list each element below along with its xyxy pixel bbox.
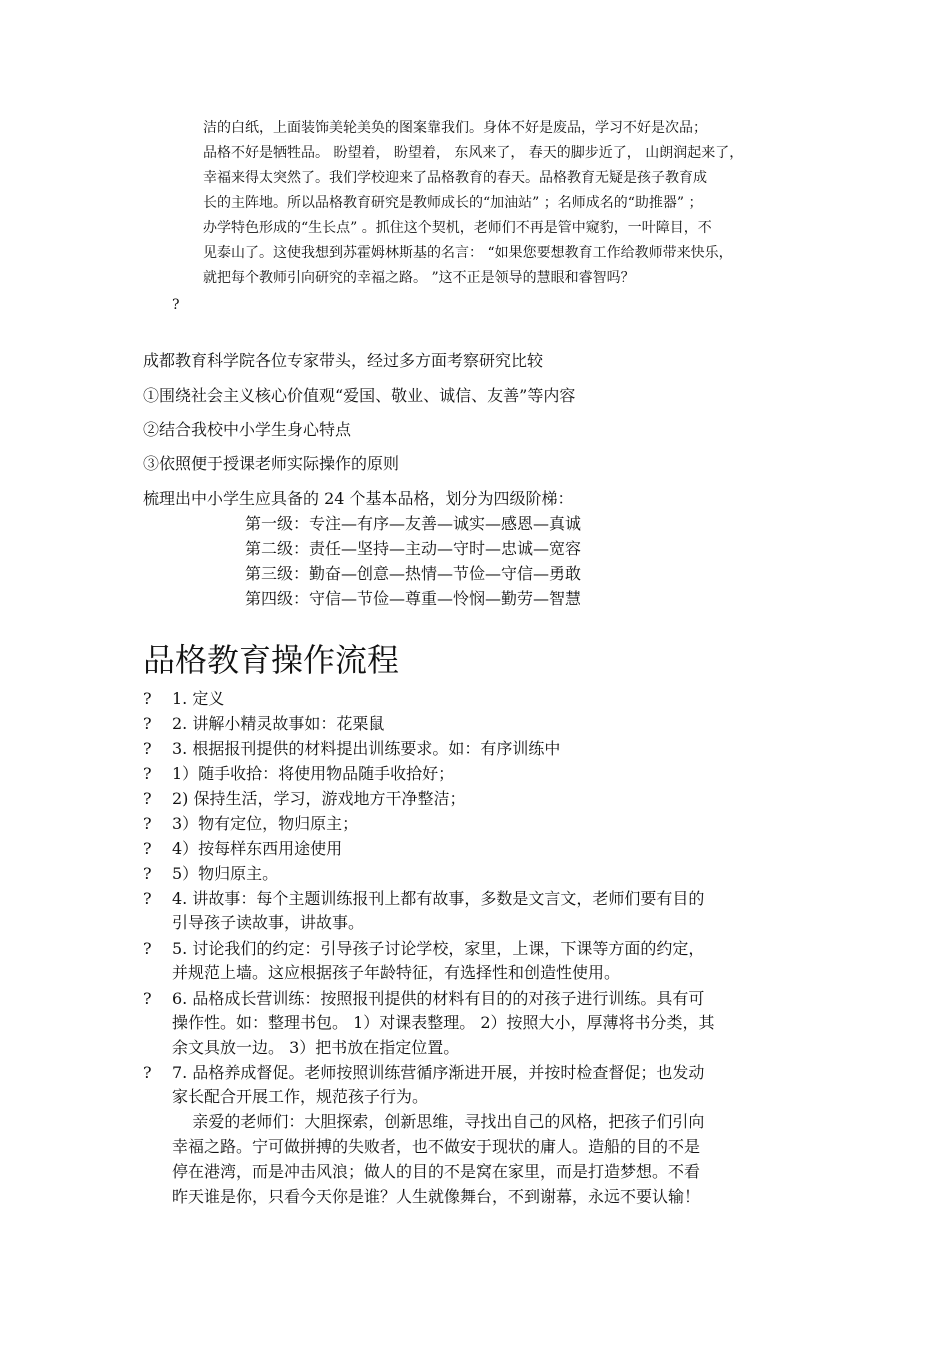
step-bullet: ? (143, 864, 152, 883)
step-continuation: 余文具放一边。 3）把书放在指定位置。 (172, 1038, 460, 1057)
closing-line: 昨天谁是你，只看今天你是谁？人生就像舞台，不到谢幕，永远不要认输！ (172, 1187, 701, 1206)
step-item: 1）随手收拾：将使用物品随手收拾好； (172, 764, 455, 783)
intro-bullet: ? (172, 297, 180, 313)
research-summary: 梳理出中小学生应具备的 24 个基本品格，划分为四级阶梯： (143, 489, 574, 508)
step-item: 3. 根据报刊提供的材料提出训练要求。如：有序训练中 (172, 739, 561, 758)
research-point: ①围绕社会主义核心价值观“爱国、敬业、诚信、友善”等内容 (143, 386, 576, 405)
step-bullet: ? (143, 889, 152, 908)
step-bullet: ? (143, 814, 152, 833)
level-line: 第二级：责任—坚持—主动—守时—忠诚—宽容 (245, 539, 582, 558)
research-point: ③依照便于授课老师实际操作的原则 (143, 454, 400, 473)
intro-line: 洁的白纸，上面装饰美轮美奂的图案靠我们。身体不好是废品，学习不好是次品； (203, 120, 707, 136)
intro-line: 长的主阵地。所以品格教育研究是教师成长的“加油站” ；名师成名的“助推器” ； (203, 195, 703, 211)
step-bullet: ? (143, 989, 152, 1008)
intro-line: 幸福来得太突然了。我们学校迎来了品格教育的春天。品格教育无疑是孩子教育成 (203, 170, 707, 186)
step-item: 6. 品格成长营训练：按照报刊提供的材料有目的的对孩子进行训练。具有可 (172, 989, 705, 1008)
section-title: 品格教育操作流程 (143, 641, 400, 679)
step-item: 2. 讲解小精灵故事如：花栗鼠 (172, 714, 385, 733)
step-continuation: 并规范上墙。这应根据孩子年龄特征，有选择性和创造性使用。 (172, 963, 621, 982)
step-bullet: ? (143, 714, 152, 733)
step-item: 4）按每样东西用途使用 (172, 839, 343, 858)
step-item: 1. 定义 (172, 689, 225, 708)
step-item: 4. 讲故事：每个主题训练报刊上都有故事，多数是文言文，老师们要有目的 (172, 889, 705, 908)
intro-line: 办学特色形成的“生长点” 。抓住这个契机，老师们不再是管中窥豹，一叶障目，不 (203, 220, 712, 236)
step-bullet: ? (143, 839, 152, 858)
closing-line: 亲爱的老师们：大胆探索，创新思维，寻找出自己的风格，把孩子们引向 (172, 1112, 705, 1131)
step-item: 5）物归原主。 (172, 864, 279, 883)
step-continuation: 引导孩子读故事，讲故事。 (172, 913, 365, 932)
step-bullet: ? (143, 764, 152, 783)
step-bullet: ? (143, 1063, 152, 1082)
step-bullet: ? (143, 739, 152, 758)
step-item: 7. 品格养成督促。老师按照训练营循序渐进开展，并按时检查督促；也发动 (172, 1063, 705, 1082)
step-continuation: 操作性。如：整理书包。 1）对课表整理。 2）按照大小，厚薄将书分类，其 (172, 1013, 715, 1032)
step-bullet: ? (143, 789, 152, 808)
step-item: 5. 讨论我们的约定：引导孩子讨论学校，家里，上课，下课等方面的约定， (172, 939, 705, 958)
level-line: 第一级：专注—有序—友善—诚实—感恩—真诚 (245, 514, 582, 533)
level-line: 第三级：勤奋—创意—热情—节俭—守信—勇敢 (245, 564, 582, 583)
research-point: ②结合我校中小学生身心特点 (143, 420, 352, 439)
closing-line: 停在港湾，而是冲击风浪；做人的目的不是窝在家里，而是打造梦想。不看 (172, 1162, 701, 1181)
step-continuation: 家长配合开展工作，规范孩子行为。 (172, 1087, 429, 1106)
step-bullet: ? (143, 689, 152, 708)
intro-line: 见泰山了。这使我想到苏霍姆林斯基的名言： “如果您要想教育工作给教师带来快乐， (203, 245, 733, 261)
intro-line: 就把每个教师引向研究的幸福之路。 ”这不正是领导的慧眼和睿智吗？ (203, 270, 635, 286)
intro-line: 品格不好是牺牲品。 盼望着， 盼望着， 东风来了， 春天的脚步近了， 山朗润起来了， (203, 145, 744, 161)
step-item: 3）物有定位，物归原主； (172, 814, 359, 833)
research-lead: 成都教育科学院各位专家带头，经过多方面考察研究比较 (143, 351, 544, 370)
step-bullet: ? (143, 939, 152, 958)
closing-line: 幸福之路。宁可做拼搏的失败者，也不做安于现状的庸人。造船的目的不是 (172, 1137, 701, 1156)
step-item: 2) 保持生活，学习，游戏地方干净整洁； (172, 789, 466, 808)
level-line: 第四级：守信—节俭—尊重—怜悯—勤劳—智慧 (245, 589, 582, 608)
